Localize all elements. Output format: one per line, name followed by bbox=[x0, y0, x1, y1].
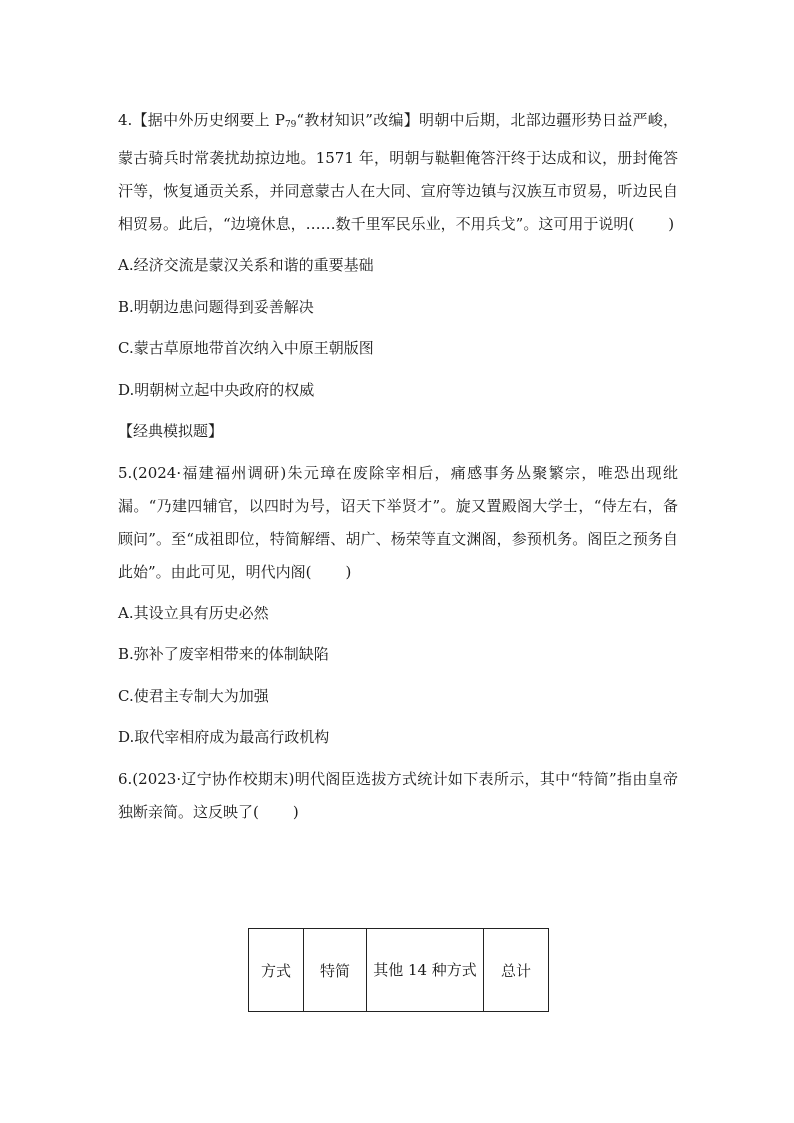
table-header-total: 总计 bbox=[484, 929, 549, 1012]
question-content bbox=[118, 104, 678, 829]
question-6-text-close: ) bbox=[292, 802, 299, 821]
question-4-options bbox=[118, 245, 678, 411]
question-5-text-close: ) bbox=[345, 562, 352, 581]
question-4-text-close: ) bbox=[668, 215, 675, 233]
question-5-stem bbox=[118, 457, 678, 589]
question-4-option-b: B.明朝边患问题得到妥善解决 bbox=[118, 297, 314, 316]
selection-method-table bbox=[248, 928, 549, 1012]
question-5-option-c: C.使君主专制大为加强 bbox=[118, 686, 269, 705]
question-5-options bbox=[118, 593, 678, 759]
question-5-option-b: B.弥补了废宰相带来的体制缺陷 bbox=[118, 645, 329, 663]
table-header-method: 方式 bbox=[249, 929, 304, 1012]
question-5-text: 5.(2024·福建福州调研)朱元璋在废除宰相后，痛感事务丛聚繁宗，唯恐出现纰漏。“乃建四辅官，以四时为号，诏天下举贤才”。旋又置殿阁大学士，“侍左右，备顾问”。至“成祖即位，特简解缙、胡广、杨荣等直文渊阁，参预机务。阁臣之预务自此始”。由此可见，明代内阁( bbox=[118, 463, 678, 581]
question-4-option-d: D.明朝树立起中央政府的权威 bbox=[118, 380, 315, 399]
question-6-stem bbox=[118, 763, 678, 829]
question-5-option-a: A.其设立具有历史必然 bbox=[118, 603, 269, 622]
question-6-text: 6.(2023·辽宁协作校期末)明代阁臣选拔方式统计如下表所示，其中“特简”指由皇帝独断亲简。这反映了( bbox=[118, 769, 678, 821]
question-4-stem bbox=[118, 104, 678, 241]
table-header-row bbox=[249, 929, 549, 1012]
question-4-text-part1: 4.【据中外历史纲要上 P bbox=[118, 111, 285, 129]
question-4-option-a: A.经济交流是蒙汉关系和谐的重要基础 bbox=[118, 256, 374, 274]
question-5-option-d: D.取代宰相府成为最高行政机构 bbox=[118, 728, 330, 746]
section-heading: 【经典模拟题】 bbox=[118, 422, 224, 440]
table-header-special-appointment: 特简 bbox=[304, 929, 367, 1012]
table-header-other-methods: 其他 14 种方式 bbox=[367, 929, 484, 1012]
question-4-page-subscript: 79 bbox=[284, 120, 297, 130]
question-4-option-c: C.蒙古草原地带首次纳入中原王朝版图 bbox=[118, 339, 374, 357]
question-4-text-part2: “教材知识”改编】明朝中后期，北部边疆形势日益严峻，蒙古骑兵时常袭扰劫掠边地。1571 年，明朝与鞑靼俺答汗终于达成和议，册封俺答汗等，恢复通贡关系，并同意蒙古人在大同、宣府等边镇与汉族互市贸易，听边民自相贸易。此后，“边境休息，……数千里军民乐业，不用兵戈”。这可用于说明( bbox=[118, 111, 678, 233]
